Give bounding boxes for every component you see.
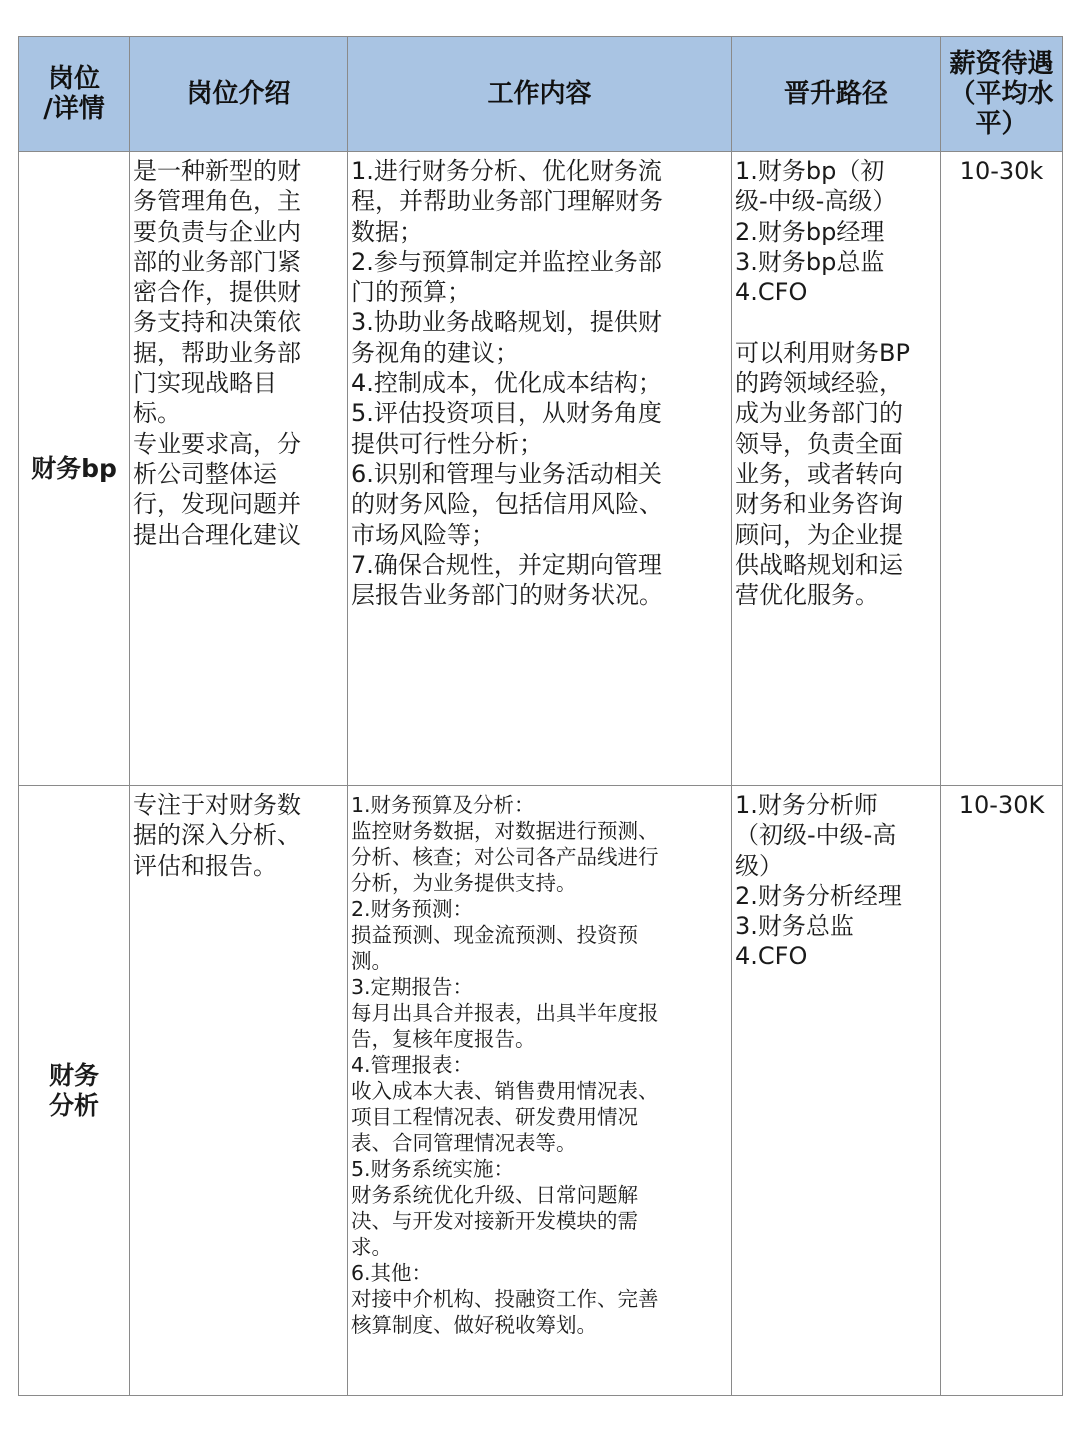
row-content: 1.财务预算及分析： 监控财务数据，对数据进行预测、 分析、核查；对公司各产品线进行 分析，为业务提供支持。 2.财务预测： 损益预测、现金流预测、投资预 测。 3.定期报告： 每月出具合并报表，出具半年度报 告，复核年度报告。 4.管理报表： 收入成本大表、销售费用情况表、 项目工程情况表、研发费用情况 表、合同管理情况表等。 5.财务系统实施： 财务系统优化升级、日常问题解 决、与开发对接新开发模块的需 求。 6.其他： 对接中介机构、投融资工作、完善 核算制度、做好税收筹划。 [351, 793, 659, 1337]
career-table-container [18, 36, 1062, 1396]
row-salary: 10-30k [959, 157, 1044, 185]
row-promotion-cell [732, 786, 941, 1396]
row-content-cell [348, 786, 732, 1396]
career-table [18, 36, 1063, 1396]
row-salary-cell [941, 786, 1063, 1396]
row-position: 财务bp [19, 152, 130, 786]
row-content: 1.进行财务分析、优化财务流 程，并帮助业务部门理解财务 数据； 2.参与预算制定并监控业务部 门的预算； 3.协助业务战略规划，提供财 务视角的建议； 4.控制成本，优化成本结构； 5.评估投资项目，从财务角度 提供可行性分析； 6.识别和管理与业务活动相关 的财务风险，包括信用风险、 市场风险等； 7.确保合规性，并定期向管理 层报告业务部门的财务状况。 [351, 157, 663, 610]
header-content: 工作内容 [348, 37, 732, 152]
table-row [19, 152, 1063, 786]
row-position: 财务 分析 [19, 786, 130, 1396]
row-intro-cell [130, 786, 348, 1396]
row-promotion: 1.财务bp（初 级-中级-高级） 2.财务bp经理 3.财务bp总监 4.CFO 可以利用财务BP 的跨领域经验， 成为业务部门的 领导，负责全面 业务，或者转向 财务和业务咨询 顾问，为企业提 供战略规划和运 营优化服务。 [735, 157, 910, 610]
row-intro-cell [130, 152, 348, 786]
header-position: 岗位 /详情 [19, 37, 130, 152]
header-row [19, 37, 1063, 152]
row-promotion-cell [732, 152, 941, 786]
row-promotion: 1.财务分析师 （初级-中级-高 级） 2.财务分析经理 3.财务总监 4.CFO [735, 791, 902, 971]
row-intro: 专注于对财务数 据的深入分析、 评估和报告。 [133, 791, 301, 880]
row-salary-cell [941, 152, 1063, 786]
table-row [19, 786, 1063, 1396]
header-salary: 薪资待遇 （平均水 平） [941, 37, 1063, 152]
row-intro: 是一种新型的财 务管理角色，主 要负责与企业内 部的业务部门紧 密合作，提供财 务支持和决策依 据，帮助业务部 门实现战略目 标。 专业要求高，分 析公司整体运 行，发现问题并 提出合理化建议 [133, 157, 301, 549]
row-content-cell [348, 152, 732, 786]
header-intro: 岗位介绍 [130, 37, 348, 152]
header-promotion: 晋升路径 [732, 37, 941, 152]
row-salary: 10-30K [958, 791, 1045, 819]
